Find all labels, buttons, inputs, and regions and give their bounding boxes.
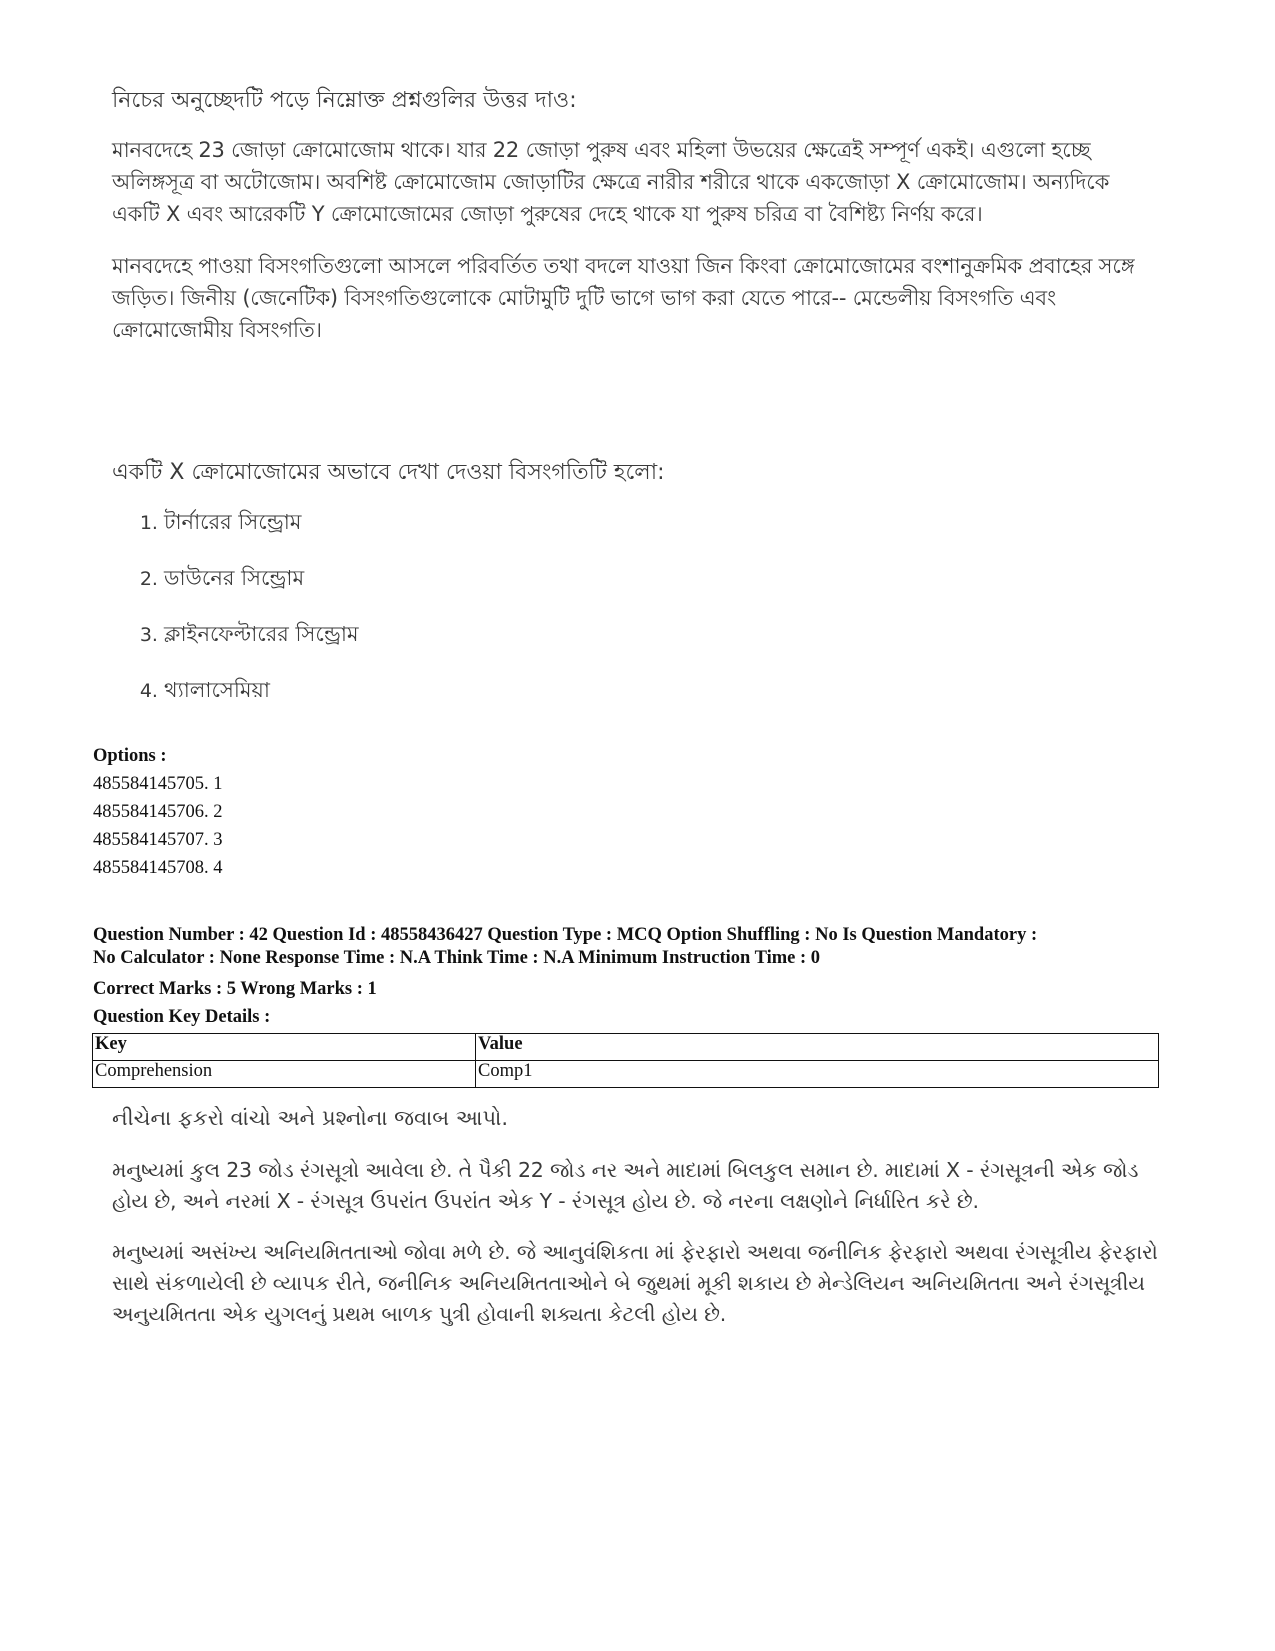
bengali-passage-image <box>112 86 1162 366</box>
question-meta <box>93 924 1193 970</box>
table-header-key: Key <box>93 1034 476 1061</box>
passage-instruction: નીચેના ફકરો વાંચો અને પ્રશ્નોના જવાબ આપો. <box>112 1106 509 1130</box>
table-row <box>93 1061 1159 1088</box>
question-stem: একটি X ক্রোমোজোমের অভাবে দেখা দেওয়া বিসংগতিটি হলো: <box>112 460 665 485</box>
key-details-label: Question Key Details : <box>93 1007 271 1027</box>
passage-paragraph: મનુષ્યમાં અસંખ્ય અનિયમિતતાઓ જોવા મળે છે. જે આનુવંશિકતા માં ફેરફારો અથવા જનીનિક ફેરફારો અથવા રંગસૂત્રીય ફેરફારો સાથે સંકળાયેલી છે વ્યાપક રીતે, જનીનિક અનિયમિતતાઓને બે જુથમાં મૂકી શકાય છે મેન્ડેલિયન અનિયમિતતા અને રંગસૂત્રીય અનુયમિતતા એક યુગલનું પ્રથમ બાળક પુત્રી હોવાની શક્યતા કેટલી હોય છે. <box>112 1240 1158 1326</box>
option-item: 485584145707. 3 <box>93 830 223 850</box>
options-label: Options : <box>93 746 167 766</box>
table-cell-value: Comp1 <box>476 1061 1159 1088</box>
answer-choice: 1. টার্নারের সিন্ড্রোম <box>164 508 1162 536</box>
answer-choice: 4. থ্যালাসেমিয়া <box>164 676 1162 704</box>
answer-choice: 3. ক্লাইনফেল্টারের সিন্ড্রোম <box>164 620 1162 648</box>
option-item: 485584145708. 4 <box>93 858 223 878</box>
marks-line: Correct Marks : 5 Wrong Marks : 1 <box>93 979 377 999</box>
question-meta-line: No Calculator : None Response Time : N.A Think Time : N.A Minimum Instruction Time : 0 <box>93 948 821 968</box>
question-meta-line: Question Number : 42 Question Id : 48558436427 Question Type : MCQ Option Shuffling : No Is Question Mandatory : <box>93 925 1038 945</box>
passage-instruction: নিচের অনুচ্ছেদটি পড়ে নিম্নোক্ত প্রশ্নগুলির উত্তর দাও: <box>112 88 577 113</box>
answer-choices <box>112 508 1162 704</box>
table-cell-key: Comprehension <box>93 1061 476 1088</box>
table-header-value: Value <box>476 1034 1159 1061</box>
passage-paragraph: મનુષ્યમાં કુલ 23 જોડ રંગસૂત્રો આવેલા છે. તે પૈકી 22 જોડ નર અને માદામાં બિલકુલ સમાન છે. માદામાં X - રંગસૂત્રની એક જોડ હોય છે, અને નરમાં X - રંગસૂત્ર ઉપરાંત ઉપરાંત એક Y - રંગસૂત્ર હોય છે. જે નરના લક્ષણોને નિર્ધારિત કરે છે. <box>112 1158 1139 1213</box>
answer-choice: 2. ডাউনের সিন্ড্রোম <box>164 564 1162 592</box>
passage-paragraph: মানবদেহে 23 জোড়া ক্রোমোজোম থাকে। যার 22 জোড়া পুরুষ এবং মহিলা উভয়ের ক্ষেত্রেই সম্পূর্ণ একই। এগুলো হচ্ছে অলিঙ্গসূত্র বা অটোজোম। অবশিষ্ট ক্রোমোজোম জোড়াটির ক্ষেত্রে নারীর শরীরে থাকে একজোড়া X ক্রোমোজোম। অন্যদিকে একটি X এবং আরেকটি Y ক্রোমোজোমের জোড়া পুরুষের দেহে থাকে যা পুরুষ চরিত্র বা বৈশিষ্ট্য নির্ণয় করে। <box>112 138 1110 226</box>
bengali-question-image <box>112 458 1162 732</box>
gujarati-passage-image <box>112 1103 1162 1350</box>
option-item: 485584145705. 1 <box>93 774 223 794</box>
option-item: 485584145706. 2 <box>93 802 223 822</box>
key-details-table <box>92 1033 1159 1088</box>
options-block <box>93 742 1193 882</box>
passage-paragraph: মানবদেহে পাওয়া বিসংগতিগুলো আসলে পরিবর্তিত তথা বদলে যাওয়া জিন কিংবা ক্রোমোজোমের বংশানুক্রমিক প্রবাহের সঙ্গে জড়িত। জিনীয় (জেনেটিক) বিসংগতিগুলোকে মোটামুটি দুটি ভাগে ভাগ করা যেতে পারে-- মেন্ডেলীয় বিসংগতি এবং ক্রোমোজোমীয় বিসংগতি। <box>112 254 1135 342</box>
table-header-row <box>93 1034 1159 1061</box>
